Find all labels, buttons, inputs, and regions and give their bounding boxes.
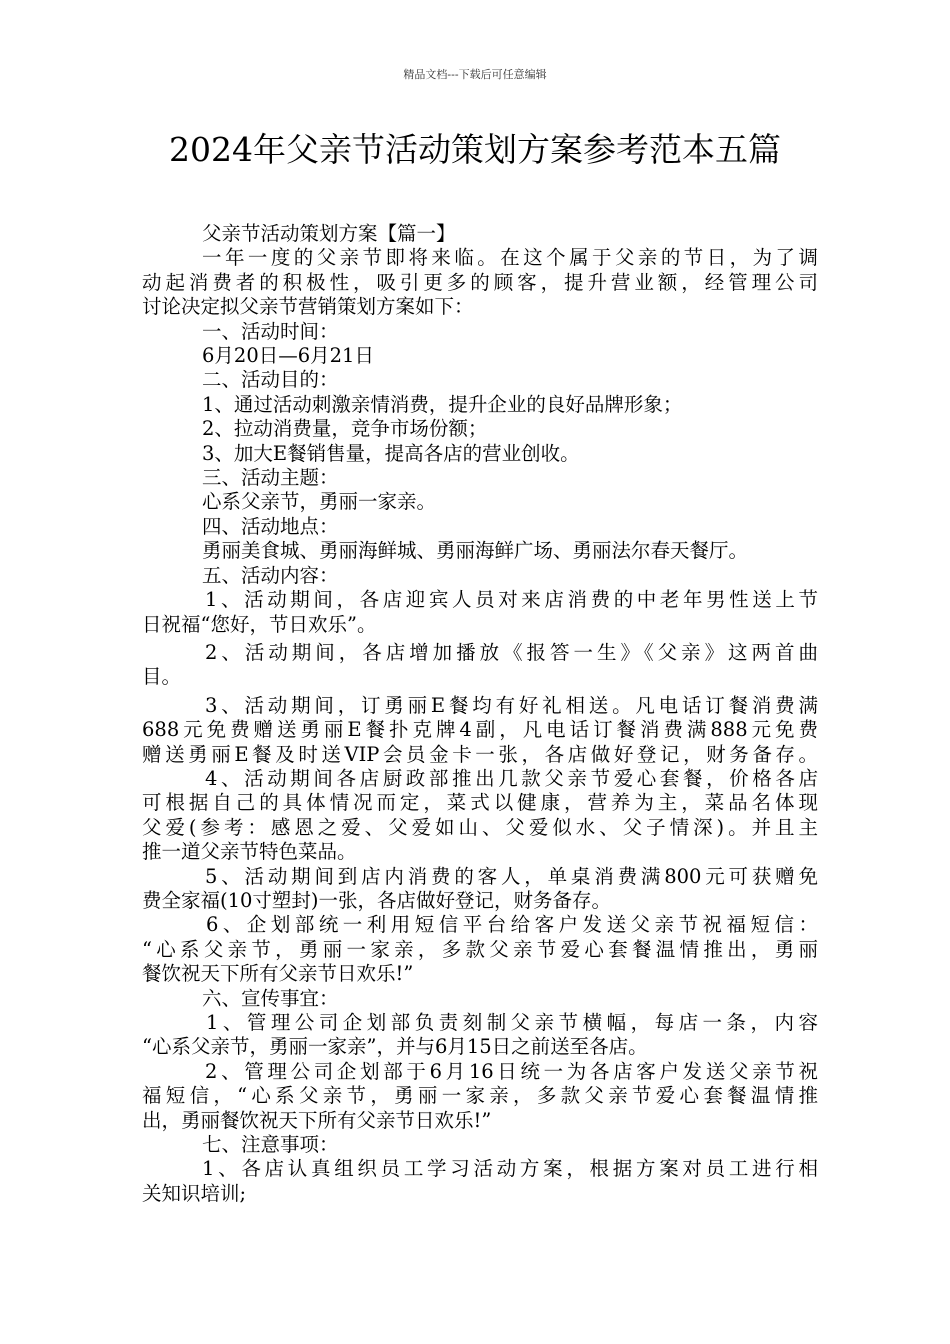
paragraph-line: 心系父亲节，勇丽一家亲。 [202,490,437,514]
paragraph-line: 5、活动期间到店内消费的客人，单桌消费满800元可获赠免 [205,864,818,888]
section-heading: 三、活动主题： [202,466,339,490]
paragraph-line: 出，勇丽餐饮祝天下所有父亲节日欢乐!” [142,1108,492,1132]
paragraph-line: 3、加大E餐销售量，提高各店的营业创收。 [202,441,580,465]
paragraph-line: 勇丽美食城、勇丽海鲜城、勇丽海鲜广场、勇丽法尔春天餐厅。 [202,539,749,563]
paragraph-line: 3、活动期间，订勇丽E餐均有好礼相送。凡电话订餐消费满 [205,693,818,717]
paragraph-line: 推一道父亲节特色菜品。 [142,840,357,864]
paragraph-line: 目。 [142,665,182,689]
paragraph-line: 动起消费者的积极性，吸引更多的顾客，提升营业额，经管理公司 [142,270,818,294]
paragraph-line: 6、企划部统一利用短信平台给客户发送父亲节祝福短信： [206,913,818,937]
section-heading: 一、活动时间： [202,319,339,343]
header-note: 精品文档---下载后可任意编辑 [403,68,547,81]
section-heading: 二、活动目的： [202,368,339,392]
section-heading: 四、活动地点： [202,514,339,538]
section-heading: 五、活动内容： [202,563,339,587]
paragraph-line: 父爱(参考：感恩之爱、父爱如山、父爱似水、父子情深)。并且主 [142,815,818,839]
document-body [142,222,818,1206]
paragraph-line: 费全家福(10寸塑封)一张，各店做好登记，财务备存。 [142,888,612,912]
paragraph-line: 6月20日—6月21日 [202,344,374,368]
paragraph-line: 关知识培训; [142,1181,247,1205]
paragraph-line: 可根据自己的具体情况而定，菜式以健康，营养为主，菜品名体现 [142,791,818,815]
paragraph-line: 688元免费赠送勇丽E餐扑克牌4副，凡电话订餐消费满888元免费 [142,718,818,742]
paragraph-line: 讨论决定拟父亲节营销策划方案如下： [142,295,474,319]
paragraph-line: 日祝福“您好，节日欢乐”。 [142,612,377,636]
paragraph-line: 2、拉动消费量，竞争市场份额； [202,417,488,441]
paragraph-line: “心系父亲节，勇丽一家亲”，并与6月15日之前送至各店。 [142,1035,648,1059]
paragraph-line: 福短信，“心系父亲节，勇丽一家亲，多款父亲节爱心套餐温情推 [142,1084,818,1108]
section-heading: 父亲节活动策划方案【篇一】 [202,222,456,245]
section-heading: 六、宣传事宜： [202,986,339,1010]
document-title: 2024年父亲节活动策划方案参考范本五篇 [169,130,781,169]
paragraph-line: “心系父亲节，勇丽一家亲，多款父亲节爱心套餐温情推出，勇丽 [142,937,818,961]
paragraph-line: 2、管理公司企划部于6月16日统一为各店客户发送父亲节祝 [205,1059,818,1083]
paragraph-line: 1、各店认真组织员工学习活动方案，根据方案对员工进行相 [202,1157,818,1181]
paragraph-line: 餐饮祝天下所有父亲节日欢乐!” [142,962,414,986]
paragraph-line: 1、管理公司企划部负责刻制父亲节横幅，每店一条，内容 [206,1011,818,1034]
paragraph-line: 2、活动期间，各店增加播放《报答一生》《父亲》这两首曲 [205,640,818,664]
paragraph-line: 赠送勇丽E餐及时送VIP会员金卡一张，各店做好登记，财务备存。 [142,742,818,766]
paragraph-line: 1、通过活动刺激亲情消费，提升企业的良好品牌形象； [202,392,683,416]
paragraph-line: 1、活动期间，各店迎宾人员对来店消费的中老年男性送上节 [205,588,818,612]
section-heading: 七、注意事项： [202,1133,339,1157]
paragraph-line: 一年一度的父亲节即将来临。在这个属于父亲的节日，为了调 [202,246,818,270]
paragraph-line: 4、活动期间各店厨政部推出几款父亲节爱心套餐，价格各店 [205,766,818,790]
